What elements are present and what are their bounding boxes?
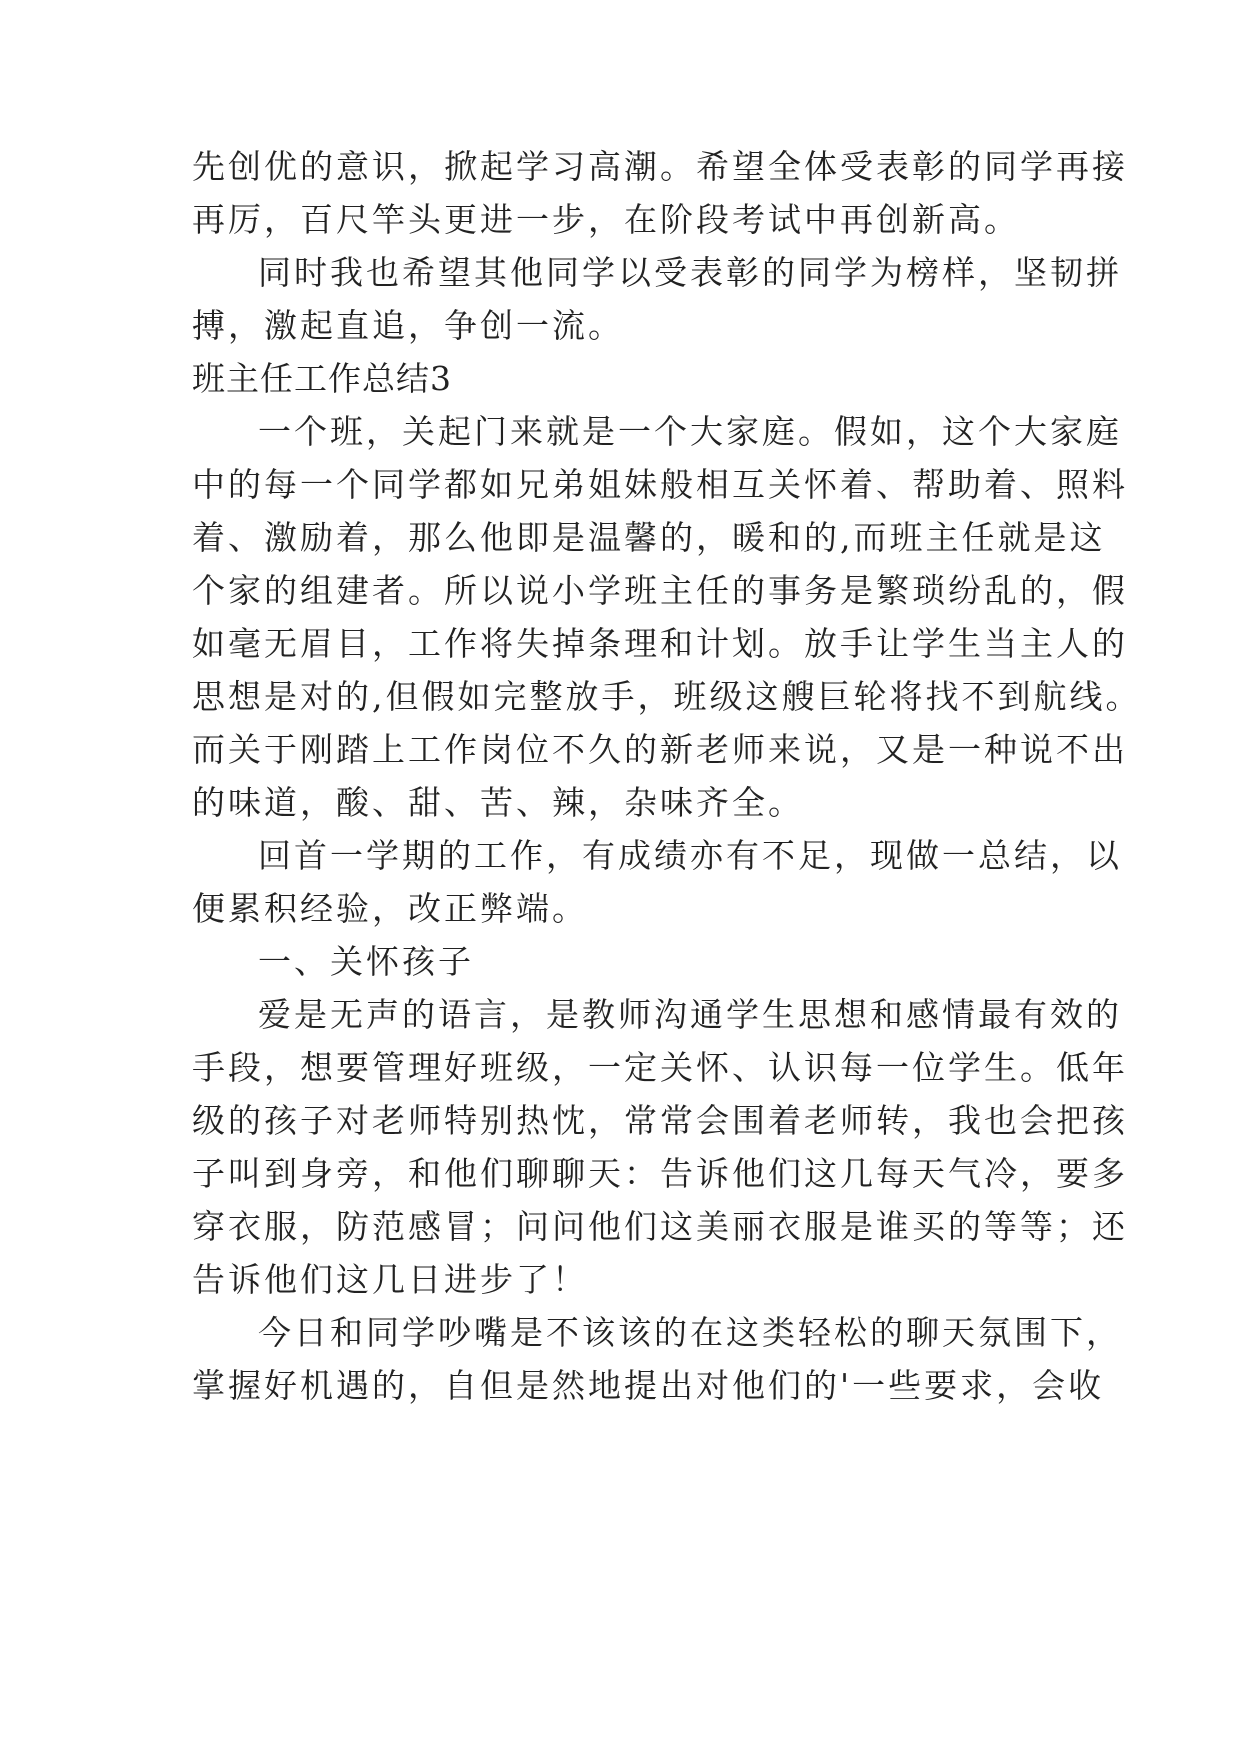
text-line: 便累积经验，改正弊端。 xyxy=(192,889,588,928)
text-line: 子叫到身旁，和他们聊聊天：告诉他们这几每天气冷，要多 xyxy=(192,1154,1128,1193)
text-line: 穿衣服，防范感冒；问问他们这美丽衣服是谁买的等等；还 xyxy=(192,1207,1128,1246)
text-line: 中的每一个同学都如兄弟姐妹般相互关怀着、帮助着、照料 xyxy=(192,465,1128,504)
text-line: 回首一学期的工作，有成绩亦有不足，现做一总结，以 xyxy=(258,836,1122,875)
text-line: 今日和同学吵嘴是不该该的在这类轻松的聊天氛围下， xyxy=(258,1313,1122,1352)
text-line: 个家的组建者。所以说小学班主任的事务是繁琐纷乱的，假 xyxy=(192,571,1128,610)
text-line: 掌握好机遇的，自但是然地提出对他们的'一些要求，会收 xyxy=(192,1366,1105,1405)
text-line: 爱是无声的语言，是教师沟通学生思想和感情最有效的 xyxy=(258,995,1122,1034)
text-line: 再厉，百尺竿头更进一步，在阶段考试中再创新高。 xyxy=(192,200,1020,239)
text-line: 的味道，酸、甜、苦、辣，杂味齐全。 xyxy=(192,783,804,822)
text-line: 告诉他们这几日进步了！ xyxy=(192,1260,588,1299)
text-line: 搏，激起直追，争创一流。 xyxy=(192,306,624,345)
text-line: 先创优的意识，掀起学习高潮。希望全体受表彰的同学再接 xyxy=(192,147,1128,186)
text-line: 一个班，关起门来就是一个大家庭。假如，这个大家庭 xyxy=(258,412,1122,451)
text-line: 级的孩子对老师特别热忱，常常会围着老师转，我也会把孩 xyxy=(192,1101,1128,1140)
text-line: 同时我也希望其他同学以受表彰的同学为榜样，坚韧拼 xyxy=(258,253,1122,292)
section-heading: 班主任工作总结3 xyxy=(192,359,452,398)
subsection-heading: 一、关怀孩子 xyxy=(258,942,474,981)
text-line: 如毫无眉目，工作将失掉条理和计划。放手让学生当主人的 xyxy=(192,624,1128,663)
text-line: 着、激励着，那么他即是温馨的，暖和的,而班主任就是这 xyxy=(192,518,1106,557)
text-line: 而关于刚踏上工作岗位不久的新老师来说，又是一种说不出 xyxy=(192,730,1128,769)
text-line: 手段，想要管理好班级，一定关怀、认识每一位学生。低年 xyxy=(192,1048,1128,1087)
text-line: 思想是对的,但假如完整放手，班级这艘巨轮将找不到航线。 xyxy=(192,677,1142,716)
